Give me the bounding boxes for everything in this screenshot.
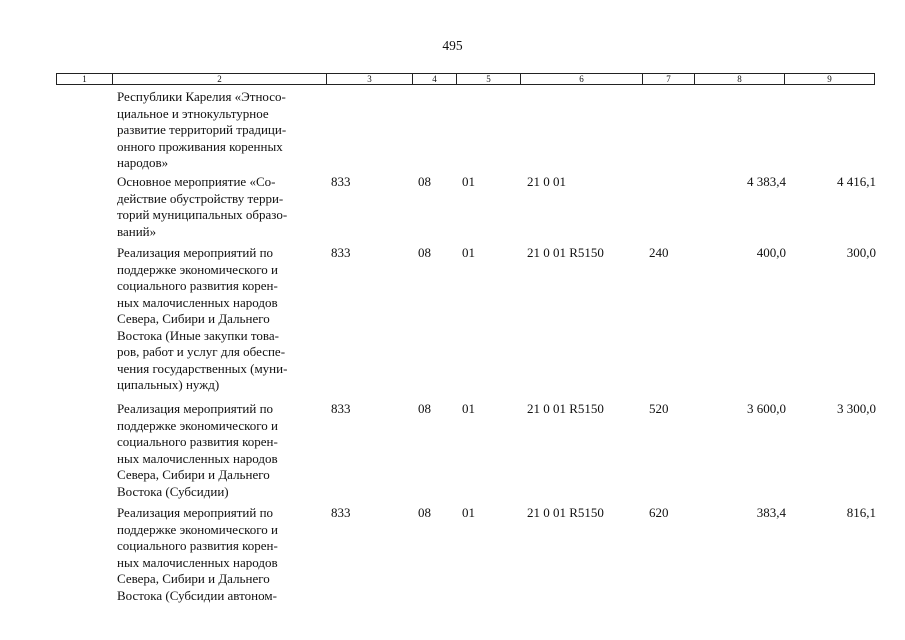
header-col-2: 2 <box>113 74 327 85</box>
header-col-4: 4 <box>413 74 457 85</box>
row-name: Основное мероприятие «Со- действие обустройству терри- торий муниципальных образо- ваний» <box>117 174 288 239</box>
header-col-9: 9 <box>785 74 875 85</box>
page-number: 495 <box>442 38 463 53</box>
cell-csr: 21 0 01 R5150 <box>527 245 604 260</box>
header-row <box>57 74 875 85</box>
row-name: Республики Карелия «Этносо- циальное и этнокультурное развитие территорий традици- онного проживания коренных народов» <box>117 89 287 170</box>
cell-csr: 21 0 01 <box>527 174 566 189</box>
cell-sum-2: 3 300,0 <box>837 401 876 416</box>
row-name: Реализация мероприятий по поддержке экономического и социального развития корен- ных малочисленных народов Севера, Сибири и Дальнего Востока (Субсидии автоном- <box>117 505 278 603</box>
row-name: Реализация мероприятий по поддержке экономического и социального развития корен- ных малочисленных народов Севера, Сибири и Дальнего Востока (Иные закупки това- ров, работ и услуг для обеспе- чения государственных (муни- ципальных) нужд) <box>117 245 288 392</box>
header-col-1: 1 <box>57 74 113 85</box>
cell-sum-2: 816,1 <box>846 505 876 520</box>
cell-vr: 240 <box>649 245 669 260</box>
cell-sum-1: 4 383,4 <box>747 174 786 189</box>
cell-rz: 08 <box>418 401 431 416</box>
cell-gr: 833 <box>331 401 351 416</box>
cell-sum-2: 300,0 <box>846 245 876 260</box>
header-col-6: 6 <box>521 74 643 85</box>
cell-sum-1: 3 600,0 <box>747 401 786 416</box>
cell-pr: 01 <box>462 174 475 189</box>
cell-csr: 21 0 01 R5150 <box>527 505 604 520</box>
cell-rz: 08 <box>418 505 431 520</box>
header-col-3: 3 <box>327 74 413 85</box>
cell-pr: 01 <box>462 245 475 260</box>
cell-sum-2: 4 416,1 <box>837 174 876 189</box>
cell-gr: 833 <box>331 245 351 260</box>
header-col-5: 5 <box>457 74 521 85</box>
column-number-header <box>56 73 875 85</box>
header-col-8: 8 <box>695 74 785 85</box>
cell-pr: 01 <box>462 401 475 416</box>
cell-rz: 08 <box>418 174 431 189</box>
cell-vr: 520 <box>649 401 669 416</box>
cell-vr: 620 <box>649 505 669 520</box>
cell-pr: 01 <box>462 505 475 520</box>
header-col-7: 7 <box>643 74 695 85</box>
cell-gr: 833 <box>331 174 351 189</box>
cell-rz: 08 <box>418 245 431 260</box>
cell-sum-1: 383,4 <box>756 505 786 520</box>
row-name: Реализация мероприятий по поддержке экономического и социального развития корен- ных малочисленных народов Севера, Сибири и Дальнего Востока (Субсидии) <box>117 401 278 499</box>
cell-sum-1: 400,0 <box>756 245 786 260</box>
cell-gr: 833 <box>331 505 351 520</box>
cell-csr: 21 0 01 R5150 <box>527 401 604 416</box>
